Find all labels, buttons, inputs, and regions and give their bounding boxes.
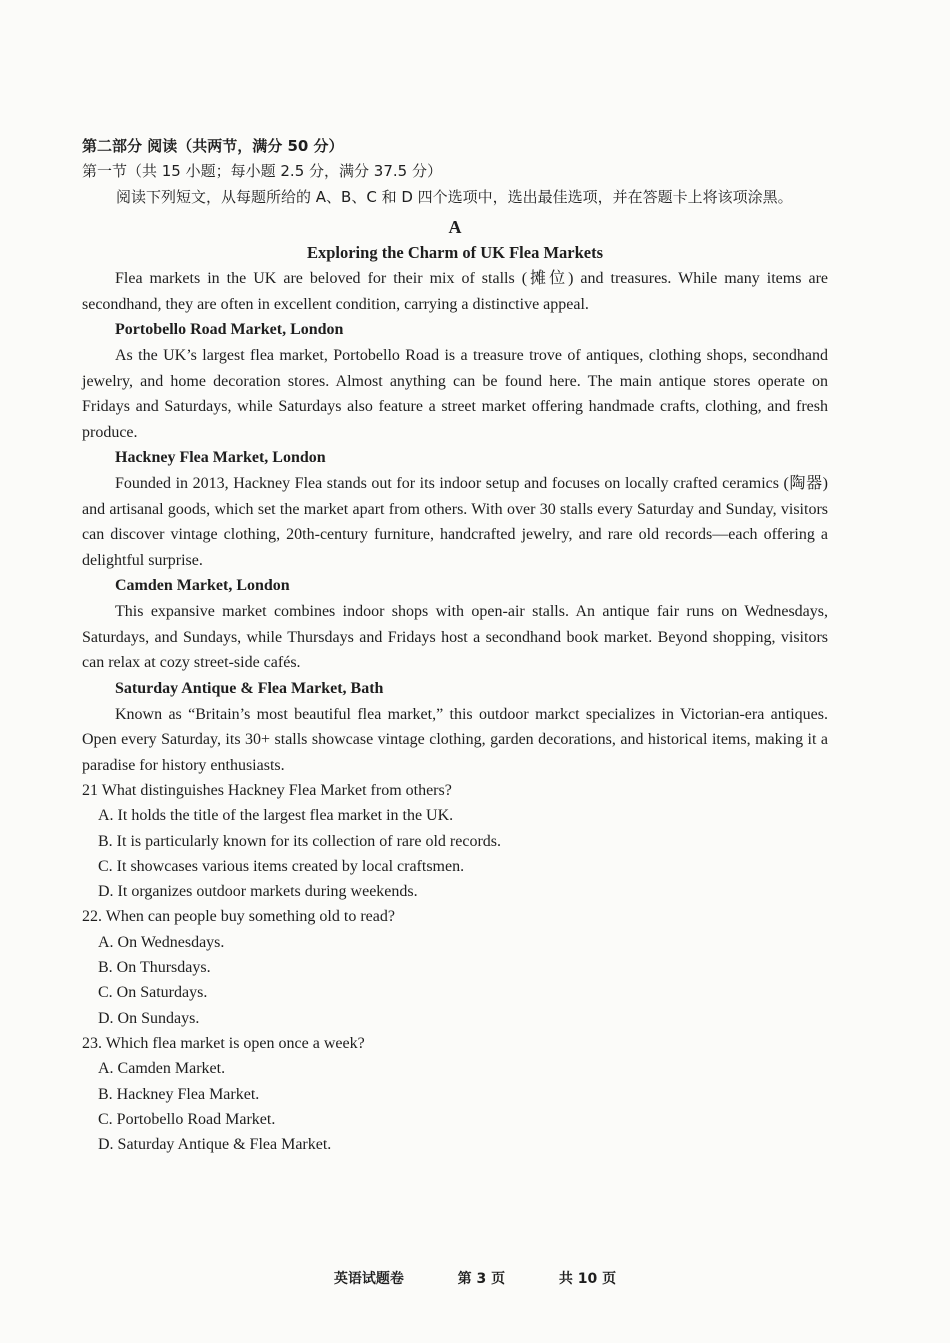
market-heading-camden: Camden Market, London <box>115 577 290 594</box>
market-text-portobello: As the UK’s largest flea market, Portobello Road is a treasure trove of antiques, clothing shops, secondhand jewelry, and home decoration stores. Almost anything can be found here. The main antique stores operate on Fridays and Saturdays, while Saturdays also feature a street market offering handmade crafts, clothing, and fresh produce. <box>82 347 828 441</box>
option-d: D. Saturday Antique & Flea Market. <box>98 1136 332 1154</box>
question-22 <box>82 904 828 1030</box>
option-a: A. Camden Market. <box>98 1060 226 1078</box>
option-c: C. Portobello Road Market. <box>98 1110 276 1128</box>
market-heading-hackney: Hackney Flea Market, London <box>115 449 326 466</box>
option-c: C. On Saturdays. <box>98 984 208 1002</box>
footer-page-number: 第 3 页 <box>457 1271 506 1287</box>
option-c: C. It showcases various items created by local craftsmen. <box>98 857 465 875</box>
exam-page <box>82 134 828 1157</box>
instruction-text: 阅读下列短文，从每题所给的 A、B、C 和 D 四个选项中，选出最佳选项，并在答题卡上将该项涂黑。 <box>116 188 793 206</box>
passage-intro: Flea markets in the UK are beloved for their mix of stalls (摊位) and treasures. While many items are secondhand, they are often in excellent condition, carrying a distinctive appeal. <box>82 270 828 313</box>
option-b: B. Hackney Flea Market. <box>98 1085 260 1103</box>
page-footer <box>0 1268 950 1288</box>
market-heading-portobello: Portobello Road Market, London <box>115 321 344 338</box>
option-d: D. It organizes outdoor markets during weekends. <box>98 883 418 901</box>
market-text-bath: Known as “Britain’s most beautiful flea market,” this outdoor markct specializes in Victorian-era antiques. Open every Saturday, its 30+ stalls showcase vintage clothing, garden decorations, and historical items, making it a paradise for history enthusiasts. <box>82 705 828 774</box>
question-21 <box>82 778 828 904</box>
passage-letter: A <box>448 217 462 237</box>
section-title: 第一节（共 15 小题；每小题 2.5 分，满分 37.5 分） <box>82 162 442 180</box>
part-title: 第二部分 阅读（共两节，满分 50 分） <box>82 137 344 155</box>
option-a: A. It holds the title of the largest flea market in the UK. <box>98 807 454 825</box>
question-stem: 21 What distinguishes Hackney Flea Market from others? <box>82 782 452 799</box>
passage-title: Exploring the Charm of UK Flea Markets <box>306 243 604 262</box>
market-text-camden: This expansive market combines indoor shops with open-air stalls. An antique fair runs on Wednesdays, Saturdays, and Sundays, while Thursdays and Fridays host a secondhand book market. Beyond shopping, visitors can relax at cozy street-side cafés. <box>82 603 828 671</box>
footer-total-pages: 共 10 页 <box>558 1271 617 1287</box>
option-d: D. On Sundays. <box>98 1009 200 1027</box>
option-b: B. It is particularly known for its collection of rare old records. <box>98 832 501 850</box>
option-b: B. On Thursdays. <box>98 959 211 977</box>
question-23 <box>82 1031 828 1157</box>
market-heading-bath: Saturday Antique & Flea Market, Bath <box>115 679 384 697</box>
question-stem: 23. Which flea market is open once a week? <box>82 1034 365 1052</box>
option-a: A. On Wednesdays. <box>98 933 225 951</box>
market-text-hackney: Founded in 2013, Hackney Flea stands out for its indoor setup and focuses on locally crafted ceramics (陶器) and artisanal goods, which set the market apart from others. With over 30 stalls every Saturday and Sunday, visitors can discover vintage clothing, 20th-century furniture, handcrafted jewelry, and rare old records—each offering a delightful surprise. <box>82 475 828 569</box>
footer-subject: 英语试题卷 <box>333 1271 404 1287</box>
question-stem: 22. When can people buy something old to read? <box>82 908 395 926</box>
